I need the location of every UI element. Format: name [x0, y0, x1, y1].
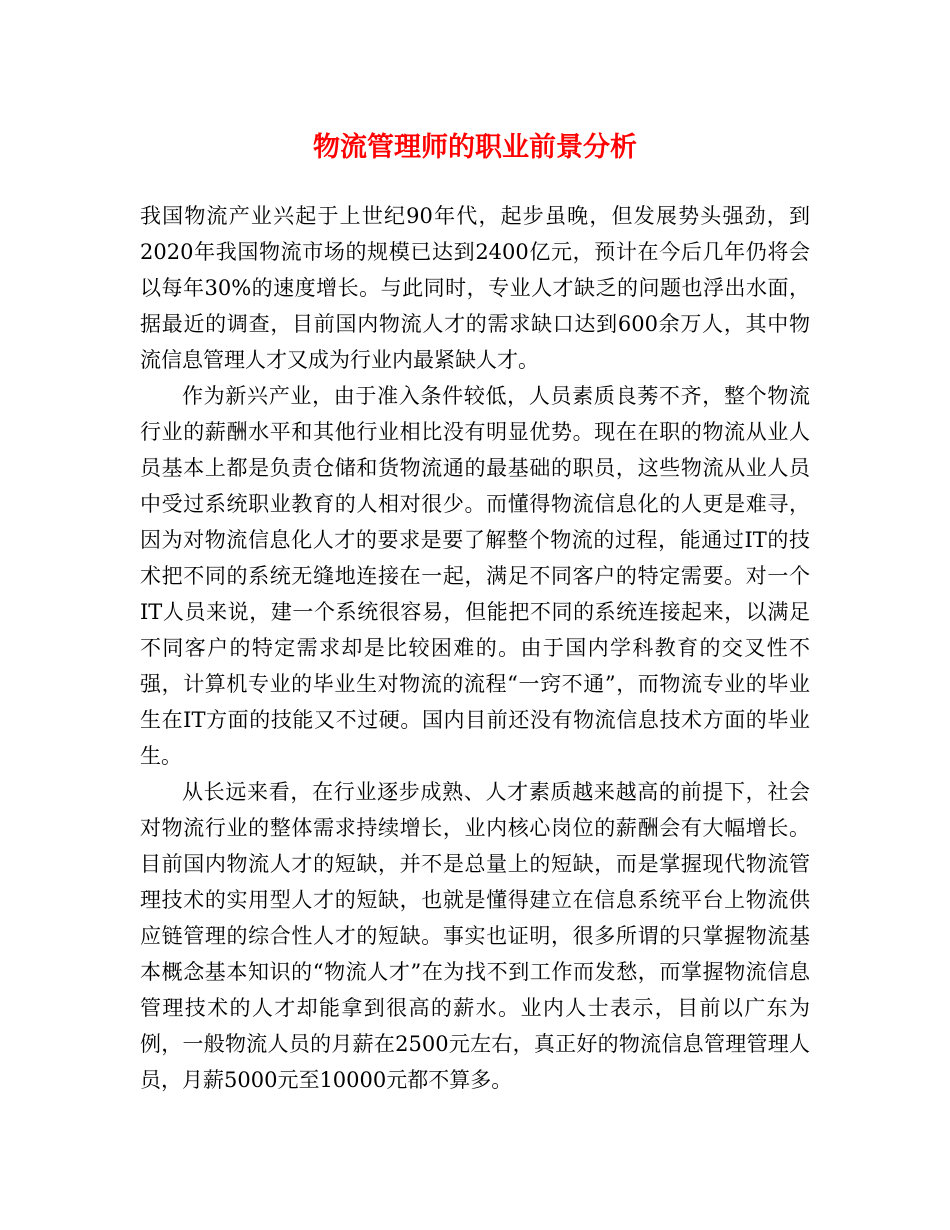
paragraph-3: 从长远来看，在行业逐步成熟、人才素质越来越高的前提下，社会对物流行业的整体需求持续增长，业内核心岗位的薪酬会有大幅增长。目前国内物流人才的短缺，并不是总量上的短缺，而是掌握现代物流管理技术的实用型人才的短缺，也就是懂得建立在信息系统平台上物流供应链管理的综合性人才的短缺。事实也证明，很多所谓的只掌握物流基本概念基本知识的“物流人才”在为找不到工作而发愁，而掌握物流信息管理技术的人才却能拿到很高的薪水。业内人士表示，目前以广东为例，一般物流人员的月薪在2500元左右，真正好的物流信息管理管理人员，月薪5000元至10000元都不算多。 — [140, 780, 810, 1092]
document-title: 物流管理师的职业前景分析 — [313, 132, 637, 163]
paragraph-2: 作为新兴产业，由于准入条件较低，人员素质良莠不齐，整个物流行业的薪酬水平和其他行业相比没有明显优势。现在在职的物流从业人员基本上都是负责仓储和货物流通的最基础的职员，这些物流从业人员中受过系统职业教育的人相对很少。而懂得物流信息化的人更是难寻，因为对物流信息化人才的要求是要了解整个物流的过程，能通过IT的技术把不同的系统无缝地连接在一起，满足不同客户的特定需要。对一个IT人员来说，建一个系统很容易，但能把不同的系统连接起来，以满足不同客户的特定需求却是比较困难的。由于国内学科教育的交叉性不强，计算机专业的毕业生对物流的流程“一窍不通”，而物流专业的毕业生在IT方面的技能又不过硬。国内目前还没有物流信息技术方面的毕业生。 — [140, 384, 810, 768]
document-body — [140, 198, 810, 1098]
paragraph-1: 我国物流产业兴起于上世纪90年代，起步虽晚，但发展势头强劲，到2020年我国物流市场的规模已达到2400亿元，预计在今后几年仍将会以每年30%的速度增长。与此同时，专业人才缺乏的问题也浮出水面，据最近的调查，目前国内物流人才的需求缺口达到600余万人，其中物流信息管理人才又成为行业内最紧缺人才。 — [140, 204, 810, 372]
